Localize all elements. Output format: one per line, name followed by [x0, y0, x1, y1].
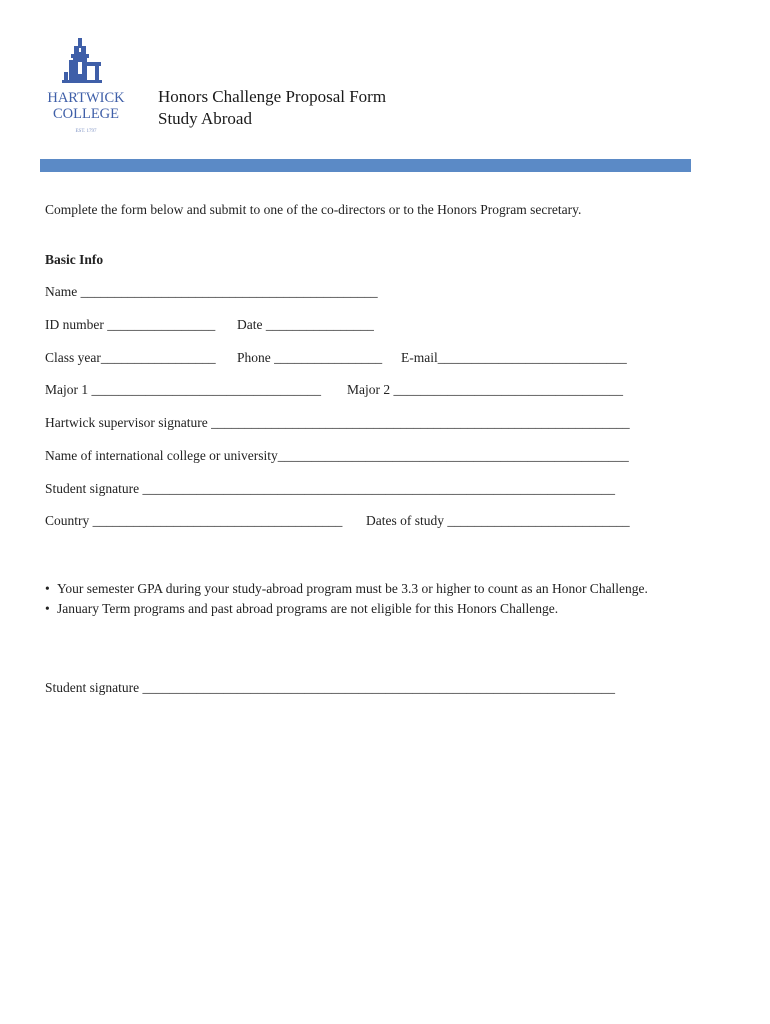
form-subtitle: Study Abroad	[158, 109, 252, 128]
supervisor-signature-field[interactable]: Hartwick supervisor signature ______________________________________________________________	[45, 415, 630, 430]
header-divider-bar	[40, 159, 691, 172]
major-2-field[interactable]: Major 2 __________________________________	[347, 382, 623, 397]
college-logo	[40, 32, 132, 136]
name-field[interactable]: Name ____________________________________________	[45, 284, 378, 299]
class-year-field[interactable]: Class year_________________	[45, 350, 216, 365]
country-field[interactable]: Country _____________________________________	[45, 513, 343, 528]
email-field[interactable]: E-mail____________________________	[401, 350, 627, 365]
dates-of-study-field[interactable]: Dates of study ___________________________	[366, 513, 630, 528]
major-1-field[interactable]: Major 1 __________________________________	[45, 382, 321, 397]
tower-icon	[40, 32, 132, 136]
date-field[interactable]: Date ________________	[237, 317, 374, 332]
svg-text:COLLEGE: COLLEGE	[52, 106, 120, 122]
international-college-field[interactable]: Name of international college or university____________________________________________________	[45, 448, 629, 463]
form-title: Honors Challenge Proposal Form	[158, 87, 387, 106]
bullet-icon: •	[45, 601, 50, 616]
svg-text:HARTWICK: HARTWICK	[47, 90, 125, 106]
section-heading-basic-info: Basic Info	[45, 252, 104, 267]
bullet-text: Your semester GPA during your study-abroad program must be 3.3 or higher to count as an Honor Challenge.	[57, 581, 648, 596]
bullet-text: January Term programs and past abroad programs are not eligible for this Honors Challenge.	[57, 601, 559, 616]
list-item	[45, 579, 648, 599]
phone-field[interactable]: Phone ________________	[237, 350, 383, 365]
eligibility-notes	[45, 579, 648, 619]
intro-text: Complete the form below and submit to one of the co-directors or to the Honors Program secretary.	[45, 202, 582, 217]
form-header	[158, 86, 386, 130]
svg-text:EST. 1797: EST. 1797	[75, 129, 97, 134]
list-item	[45, 599, 648, 619]
bullet-icon: •	[45, 581, 50, 596]
id-number-field[interactable]: ID number ________________	[45, 317, 216, 332]
final-student-signature-field[interactable]: Student signature ______________________________________________________________________	[45, 680, 615, 695]
student-signature-field[interactable]: Student signature ______________________________________________________________________	[45, 481, 615, 496]
